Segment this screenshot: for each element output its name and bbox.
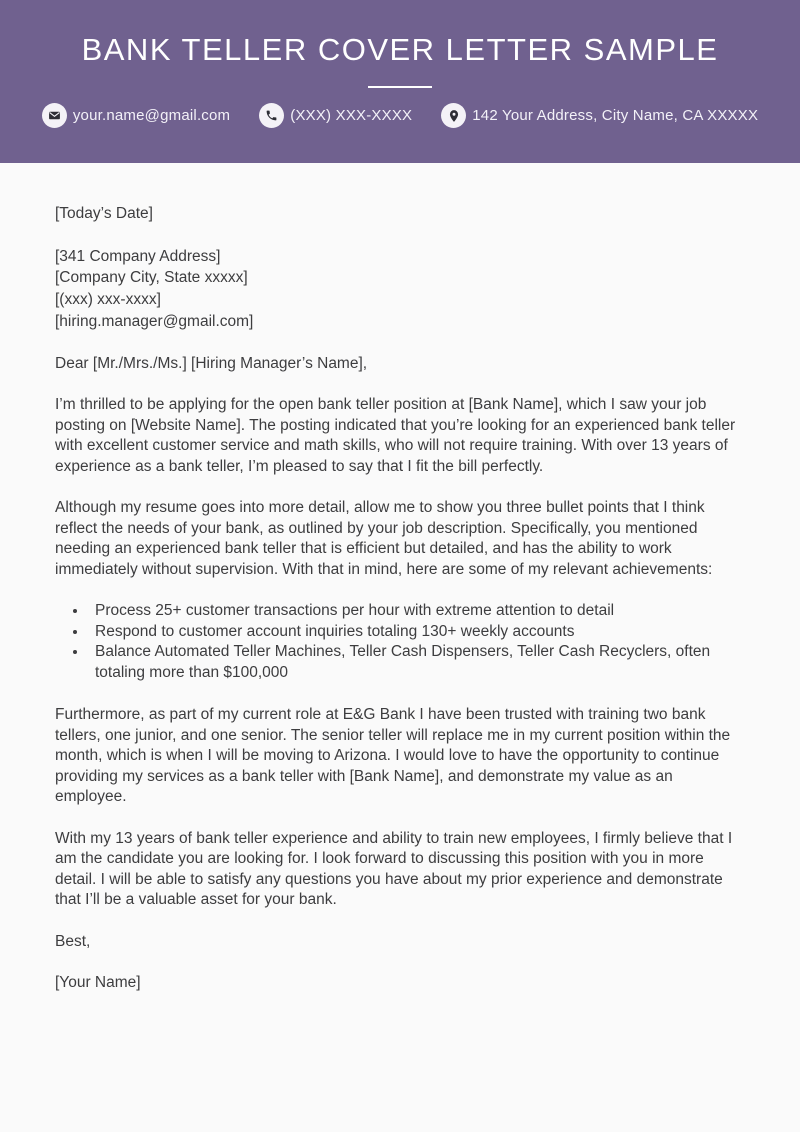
contact-phone bbox=[259, 103, 412, 128]
title-divider bbox=[368, 86, 432, 88]
salutation: Dear [Mr./Mrs./Ms.] [Hiring Manager’s Name], bbox=[55, 354, 368, 372]
recipient-line-phone: [(xxx) xxx-xxxx] bbox=[55, 291, 161, 309]
header-banner bbox=[0, 0, 800, 163]
contact-address bbox=[441, 103, 758, 128]
contact-email-text: your.name@gmail.com bbox=[72, 107, 231, 125]
achievement-item-balancing: • Balance Automated Teller Machines, Teller Cash Dispensers, Teller Cash Recyclers, often totaling more than $100,000 bbox=[88, 642, 745, 683]
page-title: BANK TELLER COVER LETTER SAMPLE bbox=[81, 32, 719, 67]
contact-email bbox=[42, 103, 230, 128]
recipient-line-email: [hiring.manager@gmail.com] bbox=[55, 312, 254, 330]
paragraph-closing-pitch: With my 13 years of bank teller experience and ability to train new employees, I firmly believe that I am the candidate you are looking for. I look forward to discussing this position with you in more detail. I will be able to satisfy any questions you have about my prior experience and demonstrate that I’ll be a valuable asset for your bank. bbox=[55, 829, 733, 909]
email-icon bbox=[42, 103, 67, 128]
achievement-item-inquiries: • Respond to customer account inquiries totaling 130+ weekly accounts bbox=[88, 622, 745, 643]
date-line: [Today’s Date] bbox=[55, 205, 153, 222]
contact-bar bbox=[42, 103, 758, 128]
paragraph-current-role: Furthermore, as part of my current role at E&G Bank I have been trusted with training two bank tellers, one junior, and one senior. The senior teller will replace me in my current position within the month, which is when I will be moving to Arizona. I would love to have the opportunity to continue providing my services as a bank teller with [Bank Name], and demonstrate my value as an employee. bbox=[55, 706, 731, 806]
achievements-list bbox=[55, 601, 745, 683]
recipient-block bbox=[55, 246, 745, 333]
letter-body bbox=[0, 163, 800, 994]
recipient-line-address: [341 Company Address] bbox=[55, 247, 221, 265]
paragraph-intro: I’m thrilled to be applying for the open bank teller position at [Bank Name], which I saw your job posting on [Website Name]. The posting indicated that you’re looking for an experienced bank teller with excellent customer service and math skills, who will not require training. With over 13 years of experience as a bank teller, I’m pleased to say that I fit the bill perfectly. bbox=[55, 396, 736, 475]
achievement-item-transactions: • Process 25+ customer transactions per hour with extreme attention to detail bbox=[88, 601, 745, 622]
paragraph-achievements-lead: Although my resume goes into more detail, allow me to show you three bullet points that I think reflect the needs of your bank, as outlined by your job description. Specifically, you mentioned needing an experienced bank teller that is efficient but detailed, and has the ability to work immediately without supervision. With that in mind, here are some of my relevant achievements: bbox=[55, 499, 713, 578]
contact-phone-text: (XXX) XXX-XXXX bbox=[290, 107, 413, 125]
signature: [Your Name] bbox=[55, 974, 141, 992]
location-icon bbox=[441, 103, 466, 128]
recipient-line-city: [Company City, State xxxxx] bbox=[55, 269, 248, 287]
contact-address-text: 142 Your Address, City Name, CA XXXXX bbox=[472, 107, 759, 125]
phone-icon bbox=[259, 103, 284, 128]
closing: Best, bbox=[55, 932, 91, 950]
